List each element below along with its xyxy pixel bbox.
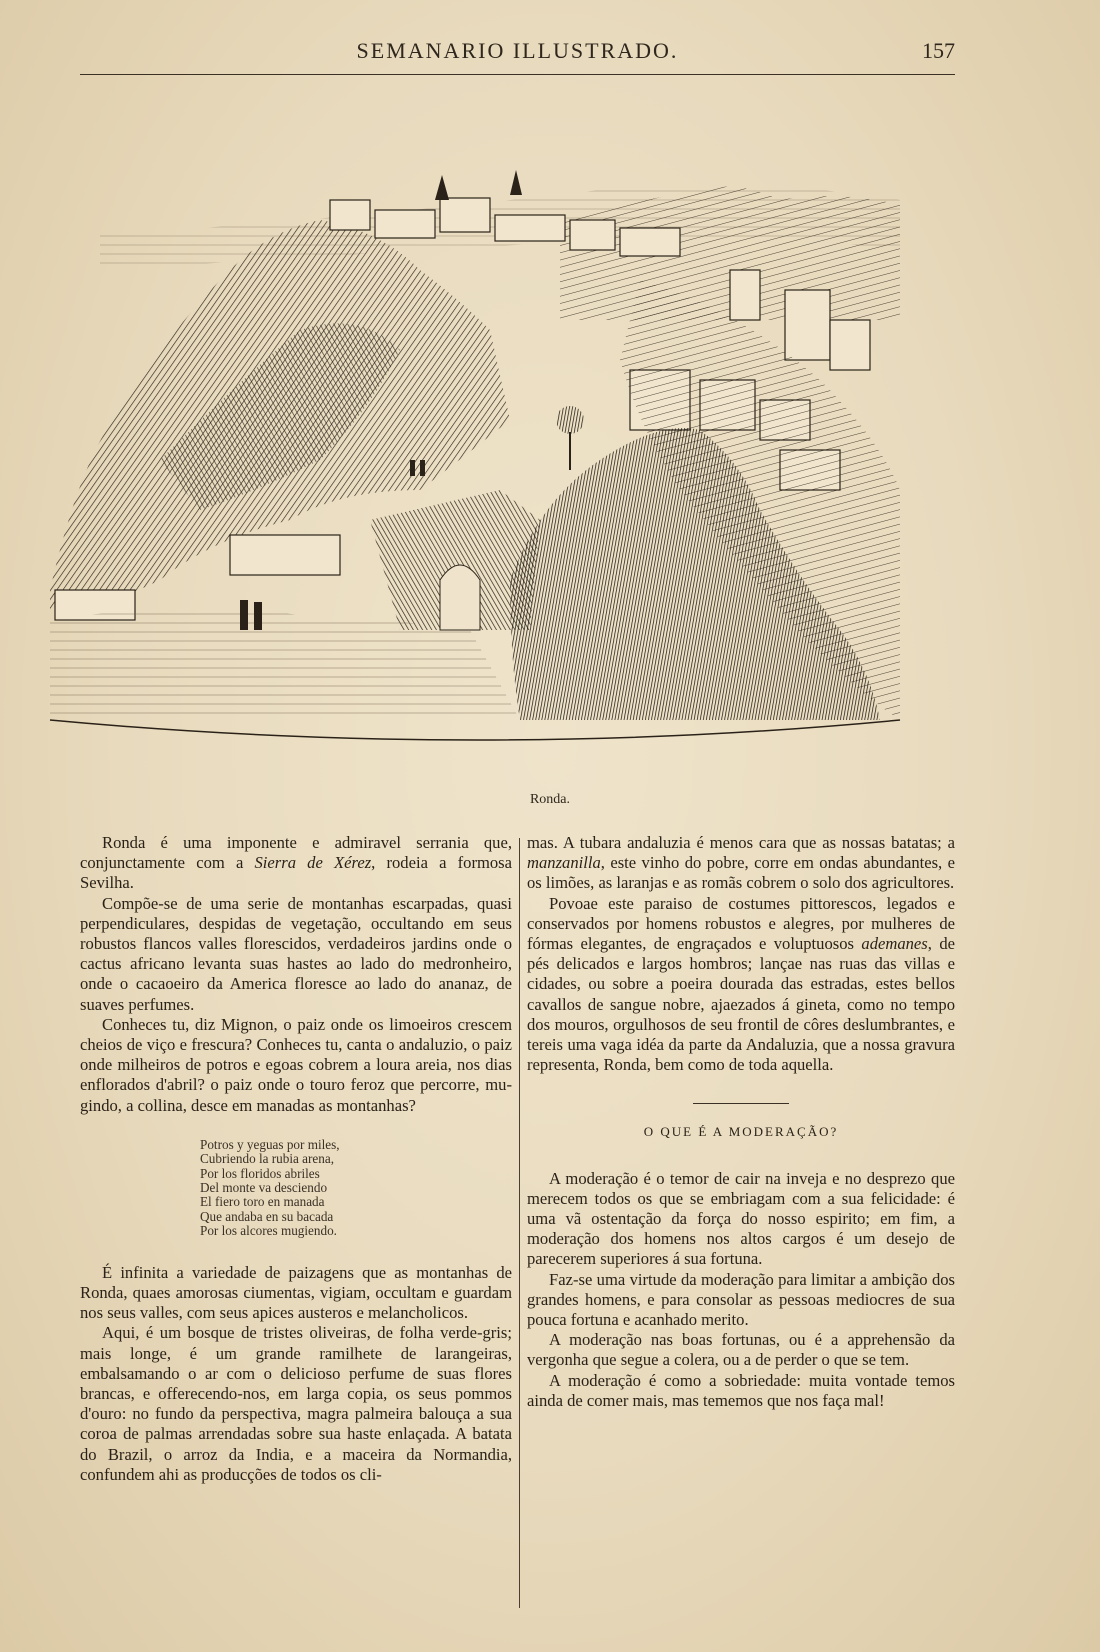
text-run: Povoae este paraiso de costumes pittorescos, legados e conservados por homens robustos e alegres, por mulheres de fórmas elegantes, de engraçados e voluptuosos	[527, 893, 955, 954]
poem-line: Cubriendo la rubia arena,	[200, 1151, 335, 1167]
section-title: O QUE É A MODERAÇÃO?	[643, 1124, 839, 1140]
poem-line: Que andaba en su bacada	[200, 1208, 334, 1224]
paragraph	[527, 894, 955, 1076]
page-number: 157	[922, 38, 955, 63]
poem-line: Por los alcores mugiendo.	[200, 1223, 337, 1239]
text-run: , este vinho do pobre, corre em ondas abundantes, e os limões, as laranjas e as romãs cobrem o solo dos agricultores.	[527, 853, 955, 893]
paragraph: A moderação é o temor de cair na inveja e no desprezo que merecem todos os que se embriagam com a sua felicidade: é uma vã ostentação da força do nosso espirito; em fim, a moderação dos homens nos altos cargos é um desejo de parecerem superiores á sua fortuna.	[527, 1168, 955, 1269]
text-run: , rodeia a formosa Sevilha.	[80, 853, 513, 893]
poem-line: El fiero toro en manada	[200, 1194, 325, 1210]
column-divider	[519, 838, 520, 1608]
illustration-caption: Ronda.	[529, 792, 571, 807]
poem-line: Del monte va desciendo	[200, 1180, 328, 1196]
paragraph	[80, 833, 512, 894]
left-column	[80, 833, 512, 1485]
paragraph: A moderação é como a sobriedade: muita vontade temos ainda de comer mais, mas tememos que nos faça mal!	[527, 1370, 955, 1410]
poem-line: Potros y yeguas por miles,	[200, 1136, 340, 1152]
page-header	[80, 34, 955, 75]
section-rule	[693, 1103, 789, 1104]
paragraph: É infinita a variedade de paizagens que as montanhas de Ronda, quaes amorosas ciumentas, vigiam, occultam e guardam nos seus valles, com seus apices austeros e melancholicos.	[80, 1262, 512, 1323]
paragraph: A moderação nas boas fortunas, ou é a apprehensão da vergonha que segue a colera, ou a de perder o que se tem.	[527, 1330, 955, 1370]
poem-block	[200, 1138, 512, 1239]
text-run: Ronda é uma imponente e admiravel serrania que, conjunctamente com a	[80, 833, 512, 873]
paragraph: Aqui, é um bosque de tristes oliveiras, de folha verde-gris; mais longe, é um grande ramilhete de larangeiras, embalsamando o ar com o delicioso perfume de suas flores brancas, e offerecendo-nos, em larga copia, os seus pommos d'ouro: no fundo da perspectiva, magra palmeira balouça a sua coroa de palmas arrendadas sobre sua haste enlaçada. A batata do Brazil, o arroz da India, e a maceira da Normandia, confundem ahi as producções de todos os cli-	[80, 1323, 512, 1484]
ronda-engraving	[40, 160, 920, 770]
poem-line: Por los floridos abriles	[200, 1165, 320, 1181]
publication-title: SEMANARIO ILLUSTRADO.	[356, 38, 679, 63]
paragraph: Conheces tu, diz Mignon, o paiz onde os limoeiros crescem cheios de viço e frescura? Conheces tu, canta o andaluzio, o paiz onde milheiros de potros e egoas cobrem a loura areia, nos dias enflorados d'abril? o paiz onde o touro feroz que percorre, mugindo, a collina, desce em manadas as montanhas?	[80, 1014, 512, 1115]
text-run: , de pés delicados e largos hombros; lançae nas ruas das villas e cidades, ou sobre a poeira dourada das estradas, estes bellos cavallos de sangue nobre, ajaezados á gineta, como no tempo dos mouros, orgulhosos de seu frontil de côres deslumbrantes, e tereis uma vaga idéa da parte da Andaluzia, que a nossa gravura representa, Ronda, bem como de toda aquella.	[527, 934, 955, 1075]
paragraph: Compõe-se de uma serie de montanhas escarpadas, quasi perpendiculares, despidas de vegetação, occultando em seus robustos flancos valles florescidos, verdadeiros jardins onde o cactus africano levanta suas hastes ao lado do medronheiro, onde o cacaoeiro da America floresce ao lado do ananaz, de suaves perfumes.	[80, 893, 512, 1014]
italic-text: Sierra de Xérez	[254, 853, 372, 873]
paragraph: Faz-se uma virtude da moderação para limitar a ambição dos grandes homens, e para consolar as pessoas mediocres de sua pouca fortuna e acanhado merito.	[527, 1269, 955, 1330]
italic-text: ademanes	[861, 934, 928, 954]
italic-text: manzanilla	[527, 853, 601, 873]
paragraph	[527, 833, 955, 894]
right-column	[527, 833, 955, 1411]
text-run: mas. A tubara andaluzia é menos cara que as nossas batatas; a	[527, 833, 955, 852]
